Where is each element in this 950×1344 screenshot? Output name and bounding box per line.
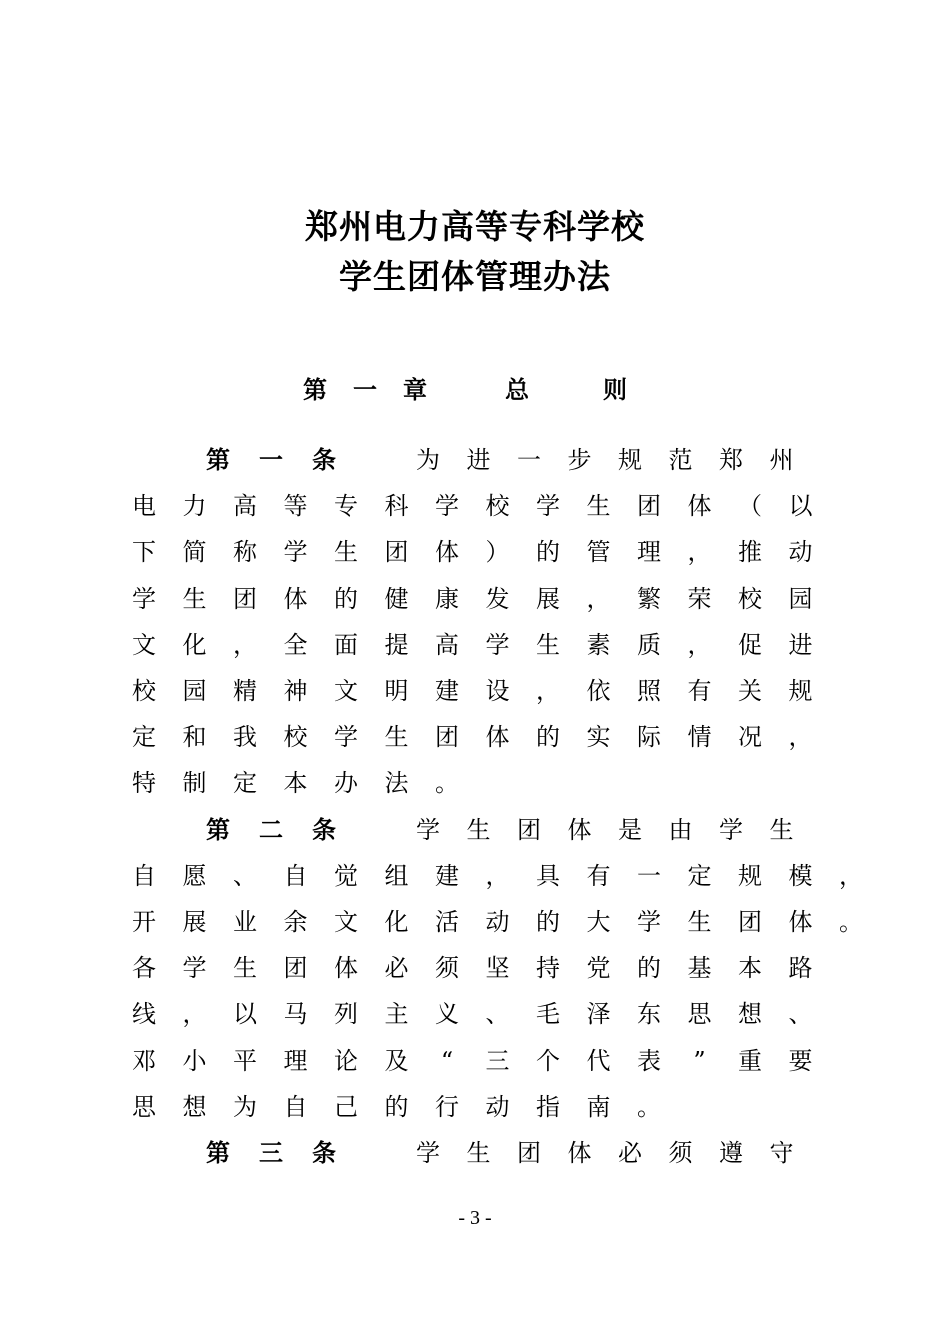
text-char: ，: [687, 538, 712, 567]
text-char: 生: [687, 908, 712, 936]
text-char: 由: [668, 815, 693, 844]
text-char: 路: [788, 954, 813, 983]
text-char: 以: [233, 1000, 257, 1029]
text-char: 办: [334, 769, 358, 798]
text-char: 化: [182, 630, 207, 659]
text-char: 素: [586, 630, 611, 659]
text-char: 为: [416, 446, 440, 474]
text-char: 自: [132, 861, 156, 890]
text-char: 毛: [536, 1000, 560, 1029]
chapter-char: 第: [303, 376, 327, 404]
text-char: 想: [738, 1000, 762, 1029]
article-label-char: 条: [312, 815, 336, 844]
text-char: 校: [132, 677, 156, 705]
text-char: 全: [283, 630, 308, 659]
text-char: 园: [788, 584, 813, 613]
text-char: 理: [637, 538, 661, 567]
text-char: 康: [435, 584, 459, 613]
text-char: 行: [435, 1092, 459, 1121]
text-char: 一: [637, 861, 661, 890]
text-char: 有: [586, 861, 611, 890]
text-char: 设: [485, 677, 510, 705]
text-char: 体: [435, 538, 459, 567]
text-char: 的: [536, 723, 560, 752]
text-char: 规: [618, 446, 642, 474]
text-char: 况: [738, 723, 762, 752]
text-char: 思: [132, 1092, 156, 1121]
text-char: 。: [637, 1092, 661, 1121]
text-char: 。: [839, 908, 863, 936]
text-char: 持: [536, 954, 560, 983]
chapter-char: 章: [403, 376, 427, 404]
text-char: 须: [668, 1139, 693, 1167]
article-label-char: 条: [312, 1139, 336, 1167]
text-char: 的: [334, 584, 358, 613]
text-char: ”: [693, 1046, 706, 1075]
text-char: 力: [182, 492, 207, 521]
text-char: 学: [416, 1139, 440, 1167]
text-char: 郑: [719, 446, 743, 474]
text-char: 体: [788, 908, 813, 936]
text-char: 我: [233, 723, 257, 752]
text-char: 实: [586, 723, 611, 752]
text-char: 专: [334, 492, 358, 521]
document-title-line2: 学生团体管理办法: [339, 257, 611, 296]
chapter-char: 则: [603, 376, 627, 404]
text-char: 校: [283, 723, 308, 752]
text-char: 具: [536, 861, 560, 890]
text-char: 文: [132, 630, 156, 659]
text-char: 自: [283, 1092, 308, 1121]
text-char: 小: [182, 1046, 207, 1075]
text-char: 质: [637, 630, 661, 659]
text-char: ，: [586, 584, 611, 613]
chapter-char: 总: [505, 376, 529, 404]
text-char: 坚: [485, 954, 510, 983]
text-char: 生: [233, 954, 257, 983]
text-char: 简: [182, 538, 207, 567]
text-char: 的: [536, 538, 560, 567]
text-char: 促: [738, 630, 762, 659]
text-char: 线: [132, 1000, 156, 1029]
document-title-line1: 郑州电力高等专科学校: [305, 207, 645, 246]
text-char: 本: [738, 954, 762, 983]
article-label-char: 二: [259, 815, 283, 844]
text-char: 自: [283, 861, 308, 890]
text-char: 展: [536, 584, 560, 613]
text-char: 神: [283, 677, 308, 705]
text-char: 、: [485, 1000, 510, 1029]
text-char: 等: [283, 492, 308, 521]
text-char: 大: [586, 908, 611, 936]
text-char: 定: [233, 769, 257, 798]
text-char: 定: [132, 723, 156, 752]
text-char: 称: [233, 538, 257, 567]
text-char: 建: [435, 861, 459, 890]
text-char: 校: [485, 492, 510, 521]
text-char: 团: [738, 908, 762, 936]
text-char: ，: [485, 861, 510, 890]
text-char: 体: [567, 815, 592, 844]
text-char: 园: [182, 677, 207, 705]
text-char: 生: [536, 630, 560, 659]
text-char: 组: [384, 861, 409, 890]
text-char: 学: [132, 584, 156, 613]
text-char: 进: [466, 446, 491, 474]
text-char: 党: [586, 954, 611, 983]
text-char: 学: [536, 492, 560, 521]
text-char: 为: [233, 1092, 257, 1121]
text-char: 团: [517, 1139, 541, 1167]
text-char: ，: [182, 1000, 207, 1029]
text-char: 以: [788, 492, 813, 521]
text-char: 高: [233, 492, 257, 521]
text-char: 理: [283, 1046, 308, 1075]
text-char: 有: [687, 677, 712, 705]
text-char: 动: [788, 538, 813, 567]
text-char: 科: [384, 492, 409, 521]
text-char: 论: [334, 1046, 358, 1075]
text-char: 提: [384, 630, 409, 659]
article-label-char: 三: [259, 1139, 283, 1167]
text-char: 学: [283, 538, 308, 567]
text-char: 主: [384, 1000, 409, 1029]
text-char: 一: [517, 446, 541, 474]
article-label-char: 条: [312, 446, 336, 474]
text-char: 团: [384, 538, 409, 567]
text-char: 东: [637, 1000, 661, 1029]
text-char: 邓: [132, 1046, 156, 1075]
text-char: 团: [233, 584, 257, 613]
text-char: 团: [637, 492, 661, 521]
text-char: 学: [637, 908, 661, 936]
text-char: 州: [769, 446, 794, 474]
text-char: 依: [586, 677, 611, 705]
text-char: 生: [334, 538, 358, 567]
text-char: 规: [738, 861, 762, 890]
text-char: “: [440, 1046, 454, 1075]
text-char: 规: [788, 677, 813, 705]
article-label-char: 第: [206, 815, 230, 844]
text-char: 电: [132, 492, 156, 521]
text-char: 活: [435, 908, 459, 936]
text-char: 要: [788, 1046, 813, 1075]
text-char: 文: [334, 677, 358, 705]
text-char: 管: [586, 538, 611, 567]
text-char: 团: [283, 954, 308, 983]
text-char: 际: [637, 723, 661, 752]
text-char: 学: [485, 630, 510, 659]
text-char: 发: [485, 584, 510, 613]
text-char: 明: [384, 677, 409, 705]
text-char: 遵: [719, 1139, 743, 1167]
text-char: 己: [334, 1092, 358, 1121]
text-char: 情: [687, 723, 712, 752]
text-char: 生: [384, 723, 409, 752]
text-char: 必: [384, 954, 409, 983]
text-char: 制: [182, 769, 207, 798]
text-char: 表: [637, 1046, 661, 1075]
text-char: ，: [839, 861, 863, 890]
text-char: 思: [687, 1000, 712, 1029]
text-char: 觉: [334, 861, 358, 890]
text-char: 和: [182, 723, 207, 752]
text-char: 体: [687, 492, 712, 521]
text-char: 生: [466, 1139, 491, 1167]
text-char: 学: [182, 954, 207, 983]
text-char: 团: [435, 723, 459, 752]
text-char: ，: [788, 723, 813, 752]
text-char: 动: [485, 908, 510, 936]
text-char: 下: [132, 538, 156, 567]
text-char: 本: [283, 769, 308, 798]
text-char: 指: [536, 1092, 560, 1121]
text-char: ）: [485, 538, 510, 567]
text-char: 列: [334, 1000, 358, 1029]
text-char: 守: [769, 1139, 794, 1167]
text-char: 模: [788, 861, 813, 890]
text-char: 代: [586, 1046, 611, 1075]
text-char: 泽: [586, 1000, 611, 1029]
text-char: 特: [132, 769, 156, 798]
text-char: 业: [233, 908, 257, 936]
text-char: 建: [435, 677, 459, 705]
text-char: 步: [567, 446, 592, 474]
text-char: 范: [668, 446, 693, 474]
text-char: 个: [536, 1046, 560, 1075]
text-char: 、: [788, 1000, 813, 1029]
text-char: 及: [384, 1046, 409, 1075]
text-char: 基: [687, 954, 712, 983]
text-char: 健: [384, 584, 409, 613]
text-char: 学: [435, 492, 459, 521]
text-char: 的: [536, 908, 560, 936]
text-char: 各: [132, 954, 156, 983]
text-char: 团: [517, 815, 541, 844]
text-char: 愿: [182, 861, 207, 890]
text-char: 动: [485, 1092, 510, 1121]
text-char: ，: [233, 630, 257, 659]
text-char: 荣: [687, 584, 712, 613]
text-char: 的: [384, 1092, 409, 1121]
text-char: 体: [283, 584, 308, 613]
text-char: 。: [435, 769, 459, 798]
text-char: 定: [687, 861, 712, 890]
text-char: 南: [586, 1092, 611, 1121]
text-char: 的: [637, 954, 661, 983]
text-char: 体: [485, 723, 510, 752]
article-label-char: 一: [259, 446, 283, 474]
text-char: 生: [466, 815, 491, 844]
text-char: 三: [485, 1046, 510, 1075]
text-char: 学: [416, 815, 440, 844]
text-char: 须: [435, 954, 459, 983]
text-char: 校: [738, 584, 762, 613]
article-label-char: 第: [206, 446, 230, 474]
text-char: 必: [618, 1139, 642, 1167]
text-char: 法: [384, 769, 409, 798]
text-char: 义: [435, 1000, 459, 1029]
text-char: 文: [334, 908, 358, 936]
text-char: 开: [132, 908, 156, 936]
chapter-char: 一: [353, 376, 377, 404]
text-char: 学: [334, 723, 358, 752]
text-char: 繁: [637, 584, 661, 613]
chapter-heading: [303, 370, 643, 410]
text-char: 生: [586, 492, 611, 521]
text-char: 生: [182, 584, 207, 613]
text-char: 体: [567, 1139, 592, 1167]
text-char: 进: [788, 630, 813, 659]
text-char: 照: [637, 677, 661, 705]
text-char: 、: [233, 861, 257, 890]
text-char: 马: [283, 1000, 308, 1029]
text-char: 学: [719, 815, 743, 844]
text-char: ，: [536, 677, 560, 705]
text-char: 高: [435, 630, 459, 659]
text-char: ，: [687, 630, 712, 659]
text-char: 化: [384, 908, 409, 936]
text-char: 面: [334, 630, 358, 659]
text-char: 推: [738, 538, 762, 567]
text-char: 重: [738, 1046, 762, 1075]
page-number: - 3 -: [458, 1207, 492, 1229]
text-char: 生: [769, 815, 794, 844]
text-char: 余: [283, 908, 308, 936]
text-char: 体: [334, 954, 358, 983]
text-char: 精: [233, 677, 257, 705]
text-char: 展: [182, 908, 207, 936]
text-char: 关: [738, 677, 762, 705]
text-char: （: [738, 492, 762, 521]
article-label-char: 第: [206, 1139, 230, 1167]
text-char: 平: [233, 1046, 257, 1075]
text-char: 是: [618, 815, 642, 844]
text-char: 想: [182, 1092, 207, 1121]
